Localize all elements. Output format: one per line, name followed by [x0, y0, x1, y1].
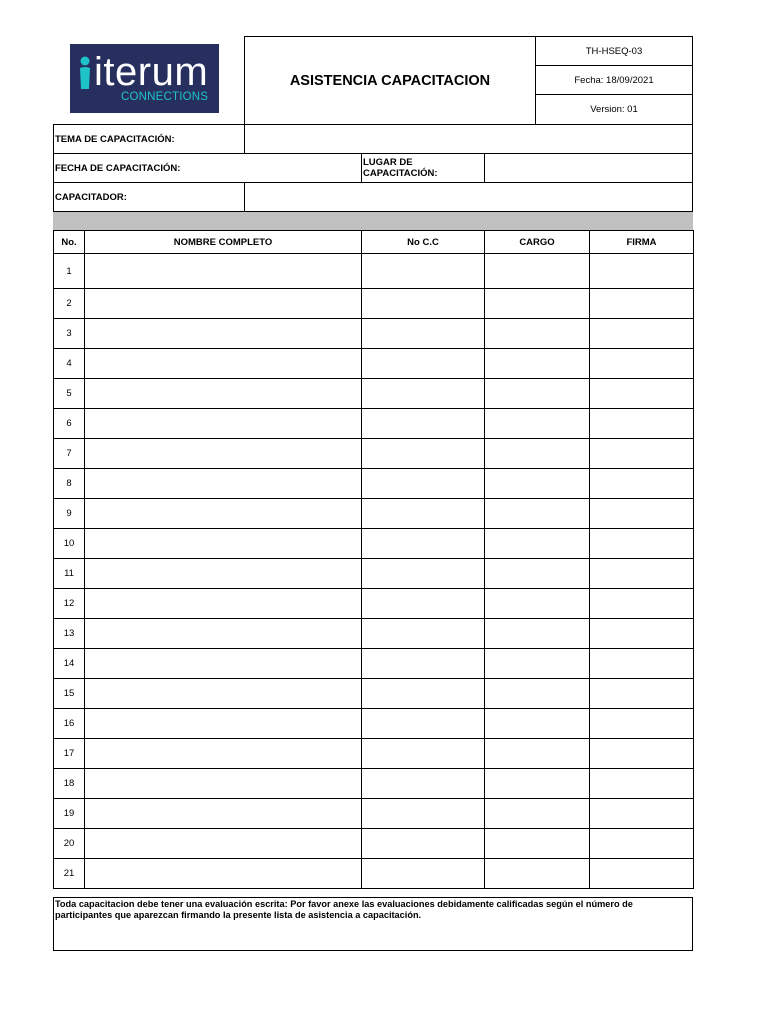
row-number: 20 — [54, 829, 85, 859]
name-cell[interactable] — [85, 289, 362, 319]
footer-note: Toda capacitacion debe tener una evaluación escrita: Por favor anexe las evaluaciones debidamente calificadas según el número de participantes que aparezcan firmando la presente lista de asistencia a capacitación. — [55, 899, 633, 920]
row-number: 6 — [54, 409, 85, 439]
name-cell[interactable] — [85, 709, 362, 739]
firma-cell[interactable] — [590, 769, 694, 799]
table-row — [54, 859, 694, 889]
name-cell[interactable] — [85, 559, 362, 589]
row-number: 1 — [54, 254, 85, 289]
document-version: Version: 01 — [535, 94, 693, 125]
capacitador-label: CAPACITADOR: — [53, 182, 245, 212]
name-cell[interactable] — [85, 409, 362, 439]
cargo-cell[interactable] — [485, 619, 590, 649]
header-cc: No C.C — [362, 231, 485, 254]
table-row — [54, 349, 694, 379]
cc-cell[interactable] — [362, 619, 485, 649]
cargo-cell[interactable] — [485, 859, 590, 889]
name-cell[interactable] — [85, 499, 362, 529]
row-number: 8 — [54, 469, 85, 499]
name-cell[interactable] — [85, 829, 362, 859]
row-number: 5 — [54, 379, 85, 409]
attendance-table — [53, 230, 694, 889]
table-row — [54, 439, 694, 469]
cc-cell[interactable] — [362, 289, 485, 319]
tema-field[interactable] — [244, 124, 693, 154]
gray-separator-bar — [53, 212, 693, 230]
cc-cell[interactable] — [362, 319, 485, 349]
row-number: 3 — [54, 319, 85, 349]
table-row — [54, 769, 694, 799]
cc-cell[interactable] — [362, 469, 485, 499]
name-cell[interactable] — [85, 739, 362, 769]
table-row — [54, 499, 694, 529]
cargo-cell[interactable] — [485, 379, 590, 409]
header-nombre: NOMBRE COMPLETO — [85, 231, 362, 254]
name-cell[interactable] — [85, 529, 362, 559]
header-cargo: CARGO — [485, 231, 590, 254]
logo-brand-text: iterum — [94, 50, 209, 94]
cc-cell[interactable] — [362, 829, 485, 859]
name-cell[interactable] — [85, 319, 362, 349]
firma-cell[interactable] — [590, 799, 694, 829]
cargo-cell[interactable] — [485, 349, 590, 379]
cc-cell[interactable] — [362, 529, 485, 559]
row-number: 21 — [54, 859, 85, 889]
name-cell[interactable] — [85, 254, 362, 289]
cc-cell[interactable] — [362, 349, 485, 379]
company-logo — [70, 44, 219, 113]
row-number: 19 — [54, 799, 85, 829]
cc-cell[interactable] — [362, 254, 485, 289]
table-row — [54, 709, 694, 739]
cargo-cell[interactable] — [485, 709, 590, 739]
name-cell[interactable] — [85, 349, 362, 379]
table-row — [54, 739, 694, 769]
table-row — [54, 409, 694, 439]
row-number: 4 — [54, 349, 85, 379]
firma-cell[interactable] — [590, 469, 694, 499]
cargo-cell[interactable] — [485, 439, 590, 469]
row-number: 17 — [54, 739, 85, 769]
firma-cell[interactable] — [590, 349, 694, 379]
header-no: No. — [54, 231, 85, 254]
cc-cell[interactable] — [362, 739, 485, 769]
cargo-cell[interactable] — [485, 589, 590, 619]
row-number: 12 — [54, 589, 85, 619]
table-row — [54, 254, 694, 289]
name-cell[interactable] — [85, 799, 362, 829]
firma-cell[interactable] — [590, 529, 694, 559]
cc-cell[interactable] — [362, 769, 485, 799]
cc-cell[interactable] — [362, 379, 485, 409]
table-row — [54, 319, 694, 349]
document-title: ASISTENCIA CAPACITACION — [244, 36, 536, 125]
lugar-field[interactable] — [484, 153, 693, 183]
logo-subtext: CONNECTIONS — [121, 91, 209, 103]
person-icon — [78, 56, 92, 90]
table-row — [54, 559, 694, 589]
firma-cell[interactable] — [590, 439, 694, 469]
footer-note-box — [53, 897, 693, 951]
row-number: 14 — [54, 649, 85, 679]
firma-cell[interactable] — [590, 589, 694, 619]
table-row — [54, 649, 694, 679]
firma-cell[interactable] — [590, 254, 694, 289]
row-number: 16 — [54, 709, 85, 739]
tema-label: TEMA DE CAPACITACIÓN: — [53, 124, 245, 154]
cargo-cell[interactable] — [485, 559, 590, 589]
name-cell[interactable] — [85, 859, 362, 889]
cc-cell[interactable] — [362, 589, 485, 619]
cc-cell[interactable] — [362, 859, 485, 889]
firma-cell[interactable] — [590, 409, 694, 439]
capacitador-field[interactable] — [244, 182, 693, 212]
table-row — [54, 469, 694, 499]
fecha-label: FECHA DE CAPACITACIÓN: — [53, 153, 362, 183]
table-row — [54, 829, 694, 859]
row-number: 9 — [54, 499, 85, 529]
firma-cell[interactable] — [590, 739, 694, 769]
cargo-cell[interactable] — [485, 409, 590, 439]
row-number: 13 — [54, 619, 85, 649]
row-number: 2 — [54, 289, 85, 319]
firma-cell[interactable] — [590, 709, 694, 739]
cargo-cell[interactable] — [485, 769, 590, 799]
name-cell[interactable] — [85, 769, 362, 799]
cc-cell[interactable] — [362, 559, 485, 589]
cargo-cell[interactable] — [485, 649, 590, 679]
cc-cell[interactable] — [362, 439, 485, 469]
firma-cell[interactable] — [590, 319, 694, 349]
name-cell[interactable] — [85, 679, 362, 709]
cargo-cell[interactable] — [485, 289, 590, 319]
name-cell[interactable] — [85, 439, 362, 469]
table-row — [54, 619, 694, 649]
row-number: 11 — [54, 559, 85, 589]
table-row — [54, 289, 694, 319]
cc-cell[interactable] — [362, 499, 485, 529]
cargo-cell[interactable] — [485, 739, 590, 769]
row-number: 10 — [54, 529, 85, 559]
name-cell[interactable] — [85, 589, 362, 619]
header-firma: FIRMA — [590, 231, 694, 254]
name-cell[interactable] — [85, 379, 362, 409]
firma-cell[interactable] — [590, 379, 694, 409]
firma-cell[interactable] — [590, 649, 694, 679]
name-cell[interactable] — [85, 469, 362, 499]
firma-cell[interactable] — [590, 829, 694, 859]
firma-cell[interactable] — [590, 499, 694, 529]
cargo-cell[interactable] — [485, 254, 590, 289]
cargo-cell[interactable] — [485, 469, 590, 499]
cargo-cell[interactable] — [485, 829, 590, 859]
table-header-row — [54, 231, 694, 254]
cc-cell[interactable] — [362, 409, 485, 439]
table-row — [54, 679, 694, 709]
cc-cell[interactable] — [362, 679, 485, 709]
name-cell[interactable] — [85, 649, 362, 679]
row-number: 18 — [54, 769, 85, 799]
table-row — [54, 379, 694, 409]
cargo-cell[interactable] — [485, 679, 590, 709]
row-number: 15 — [54, 679, 85, 709]
firma-cell[interactable] — [590, 559, 694, 589]
cc-cell[interactable] — [362, 709, 485, 739]
name-cell[interactable] — [85, 619, 362, 649]
cargo-cell[interactable] — [485, 799, 590, 829]
cargo-cell[interactable] — [485, 499, 590, 529]
cc-cell[interactable] — [362, 649, 485, 679]
cargo-cell[interactable] — [485, 529, 590, 559]
firma-cell[interactable] — [590, 289, 694, 319]
table-row — [54, 799, 694, 829]
firma-cell[interactable] — [590, 679, 694, 709]
cc-cell[interactable] — [362, 799, 485, 829]
document-date: Fecha: 18/09/2021 — [535, 65, 693, 95]
lugar-label: LUGAR DE CAPACITACIÓN: — [361, 153, 485, 183]
row-number: 7 — [54, 439, 85, 469]
cargo-cell[interactable] — [485, 319, 590, 349]
firma-cell[interactable] — [590, 859, 694, 889]
firma-cell[interactable] — [590, 619, 694, 649]
table-row — [54, 589, 694, 619]
table-row — [54, 529, 694, 559]
document-code: TH-HSEQ-03 — [535, 36, 693, 66]
